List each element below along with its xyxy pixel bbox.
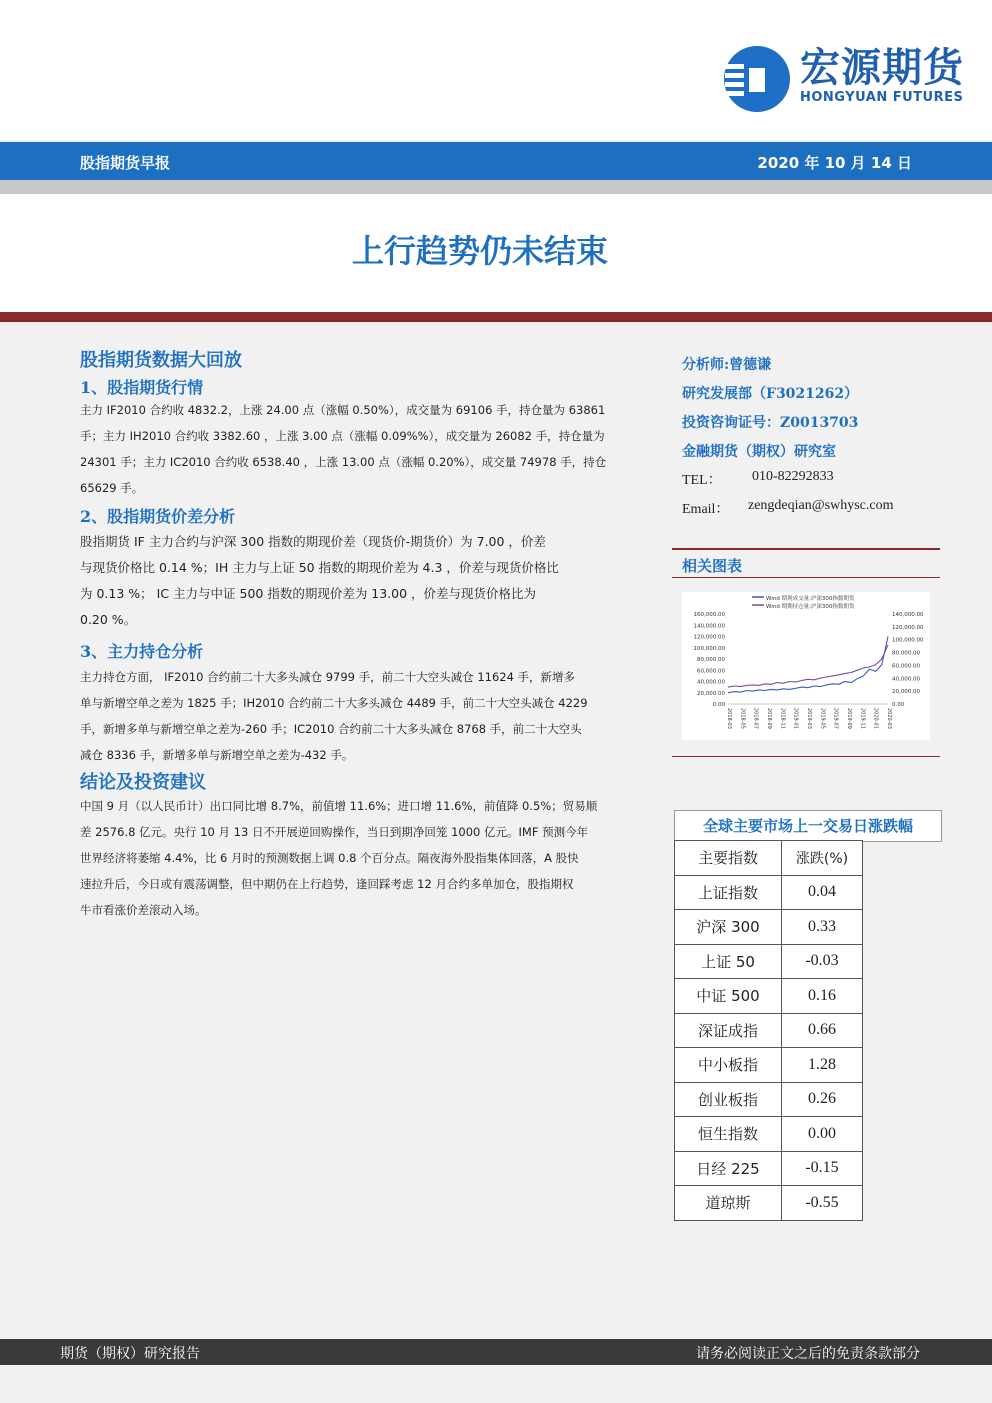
footer-left: 期货（期权）研究报告 [60, 1346, 200, 1362]
series-line-0 [728, 637, 888, 693]
s4-line: 速拉升后，今日或有震荡调整，但中期仍在上行趋势，逢回踩考虑 12 月合约多单加仓，股指期权 [80, 877, 574, 891]
s2-title: 2、股指期货价差分析 [80, 507, 236, 526]
s3-paragraph [80, 664, 640, 768]
table-row [675, 875, 863, 910]
y-right-tick-label: 0.00 [892, 702, 905, 708]
y-left-tick-label: 0.00 [712, 702, 725, 708]
x-tick-label: 2020-01 [872, 708, 879, 729]
s1-title: 1、股指期货行情 [80, 378, 204, 397]
index-change: -0.15 [782, 1151, 863, 1186]
section-title: 股指期货数据大回放 [80, 350, 242, 371]
index-name: 沪深 300 [675, 910, 782, 945]
table-row [675, 1013, 863, 1048]
index-name: 道琼斯 [675, 1186, 782, 1221]
index-change: 0.33 [782, 910, 863, 945]
y-right-tick-label: 60,000.00 [892, 663, 920, 670]
chart-section-title: 相关图表 [682, 557, 743, 575]
y-left-tick-label: 160,000.00 [693, 612, 725, 618]
index-name: 创业板指 [675, 1082, 782, 1117]
x-tick-label: 2020-03 [886, 708, 892, 729]
email-label: Email： [682, 502, 730, 517]
y-left-tick-label: 40,000.00 [697, 679, 725, 686]
y-right-tick-label: 120,000.00 [892, 624, 924, 631]
s4-line: 差 2576.8 亿元。央行 10 月 13 日不开展逆回购操作，当日到期净回笼 1000 亿元。IMF 预测今年 [80, 825, 589, 839]
related-chart [682, 592, 930, 740]
title-divider [0, 312, 992, 322]
x-tick-label: 2019-09 [846, 708, 852, 729]
s2-line: 0.20 %。 [80, 612, 137, 627]
table-row [675, 1117, 863, 1152]
analyst: 分析师:曾德谦 [682, 357, 772, 373]
y-left-tick-label: 120,000.00 [693, 634, 725, 641]
y-left-tick-label: 60,000.00 [697, 668, 725, 675]
table-row [675, 910, 863, 945]
s2-line: 与现货价格比 0.14 %；IH 主力与上证 50 指数的期现价差为 4.3 ，价差与现货价格比 [80, 560, 559, 575]
index-change: 1.28 [782, 1048, 863, 1083]
s3-line: 单与新增空单之差为 1825 手；IH2010 合约前二十大多头减仓 4489 手，前二十大空头减仓 4229 [80, 696, 588, 710]
y-left-tick-label: 20,000.00 [697, 690, 725, 697]
s4-paragraph [80, 793, 640, 923]
chart-section-rule [672, 577, 940, 578]
s4-line: 世界经济将萎缩 4.4%，比 6 月时的预测数据上调 0.8 个百分点。隔夜海外股指集体回落，A 股快 [80, 851, 579, 865]
index-change: 0.26 [782, 1082, 863, 1117]
index-name: 深证成指 [675, 1013, 782, 1048]
s3-title: 3、主力持仓分析 [80, 642, 204, 661]
x-tick-label: 2018-09 [766, 708, 772, 729]
x-tick-label: 2019-03 [806, 708, 812, 729]
chart-section-bottom-rule [672, 756, 940, 757]
y-right-tick-label: 140,000.00 [892, 612, 924, 618]
x-tick-label: 2019-05 [819, 708, 826, 729]
footer-disclaimer: 请务必阅读正文之后的免责条款部分 [696, 1346, 920, 1362]
table-header-row [675, 841, 863, 876]
index-change: 0.00 [782, 1117, 863, 1152]
index-change: 0.16 [782, 979, 863, 1014]
s1-line: 主力 IF2010 合约收 4832.2，上涨 24.00 点（涨幅 0.50%），成交量为 69106 手，持仓量为 63861 [80, 403, 606, 417]
s1-line: 手；主力 IH2010 合约收 3382.60 ，上涨 3.00 点（涨幅 0.09%%），成交量为 26082 手，持仓量为 [80, 429, 605, 443]
series-line-1 [728, 645, 888, 687]
index-name: 上证 50 [675, 944, 782, 979]
index-name: 中小板指 [675, 1048, 782, 1083]
table-row [675, 944, 863, 979]
table-row [675, 1186, 863, 1221]
license-number: 投资咨询证号：Z0013703 [682, 415, 859, 431]
market-table [674, 840, 863, 1221]
lab-name: 金融期货（期权）研究室 [682, 444, 836, 460]
logo-icon [722, 44, 792, 114]
s2-line: 股指期货 IF 主力合约与沪深 300 指数的期现价差（现货价-期货价）为 7.00 ，价差 [80, 534, 546, 549]
header-divider [0, 180, 992, 194]
x-tick-label: 2018-05 [739, 708, 746, 729]
x-tick-label: 2019-01 [792, 708, 799, 729]
s2-paragraph [80, 529, 640, 633]
table-row [675, 979, 863, 1014]
tel-label: TEL： [682, 473, 722, 488]
department: 研究发展部（F3021262） [682, 386, 859, 402]
table-header-index: 主要指数 [675, 841, 782, 876]
table-row [675, 1082, 863, 1117]
s1-line: 65629 手。 [80, 481, 144, 495]
s1-paragraph [80, 397, 640, 501]
legend-label-0: Wind 期现成交量:沪深300指数期货 [766, 596, 855, 602]
table-header-change: 涨跌(%) [782, 841, 863, 876]
chart-section-top-rule [672, 548, 940, 550]
index-name: 上证指数 [675, 875, 782, 910]
table-row [675, 1151, 863, 1186]
email-value[interactable]: zengdeqian@swhysc.com [748, 498, 894, 513]
x-tick-label: 2018-03 [726, 708, 732, 729]
tel-value: 010-82292833 [752, 469, 834, 484]
chart-svg [682, 592, 930, 740]
table-row [675, 1048, 863, 1083]
y-right-tick-label: 80,000.00 [892, 650, 920, 657]
y-right-tick-label: 40,000.00 [892, 676, 920, 683]
index-name: 中证 500 [675, 979, 782, 1014]
x-tick-label: 2019-07 [832, 708, 839, 729]
page-title: 上行趋势仍未结束 [351, 232, 608, 270]
x-tick-label: 2018-07 [752, 708, 759, 729]
index-change: 0.04 [782, 875, 863, 910]
index-change: -0.55 [782, 1186, 863, 1221]
report-type: 股指期货早报 [80, 154, 171, 172]
y-right-tick-label: 20,000.00 [892, 689, 920, 696]
s4-line: 中国 9 月（以人民币计）出口同比增 8.7%，前值增 11.6%；进口增 11.6%，前值降 0.5%；贸易顺 [80, 799, 598, 813]
market-table-title: 全球主要市场上一交易日涨跌幅 [674, 810, 942, 842]
s1-line: 24301 手；主力 IC2010 合约收 6538.40 ，上涨 13.00 点（涨幅 0.20%），成交量 74978 手，持仓 [80, 455, 607, 469]
y-left-tick-label: 100,000.00 [693, 645, 725, 652]
s3-line: 主力持仓方面， IF2010 合约前二十大多头减仓 9799 手，前二十大空头减仓 11624 手，新增多 [80, 670, 576, 684]
s3-line: 手，新增多单与新增空单之差为-260 手；IC2010 合约前二十大多头减仓 8768 手，前二十大空头 [80, 722, 582, 736]
index-name: 恒生指数 [675, 1117, 782, 1152]
s4-line: 牛市看涨价差滚动入场。 [80, 903, 207, 917]
x-tick-label: 2019-11 [859, 708, 866, 729]
report-date: 2020 年 10 月 14 日 [757, 154, 912, 172]
y-left-tick-label: 80,000.00 [697, 657, 725, 663]
brand-name-en: HONGYUAN FUTURES [800, 90, 964, 105]
index-name: 日经 225 [675, 1151, 782, 1186]
s2-line: 为 0.13 %； IC 主力与中证 500 指数的期现价差为 13.00 ，价差与现货价格比为 [80, 586, 537, 601]
legend-label-1: Wind 期期持仓量:沪深300指数期货 [766, 604, 855, 610]
y-right-tick-label: 100,000.00 [892, 637, 924, 644]
x-tick-label: 2018-11 [779, 708, 786, 729]
s4-title: 结论及投资建议 [80, 772, 206, 793]
s3-line: 减仓 8336 手，新增多单与新增空单之差为-432 手。 [80, 748, 354, 762]
brand-name-cn: 宏源期货 [800, 45, 964, 91]
index-change: 0.66 [782, 1013, 863, 1048]
y-left-tick-label: 140,000.00 [693, 623, 725, 630]
index-change: -0.03 [782, 944, 863, 979]
